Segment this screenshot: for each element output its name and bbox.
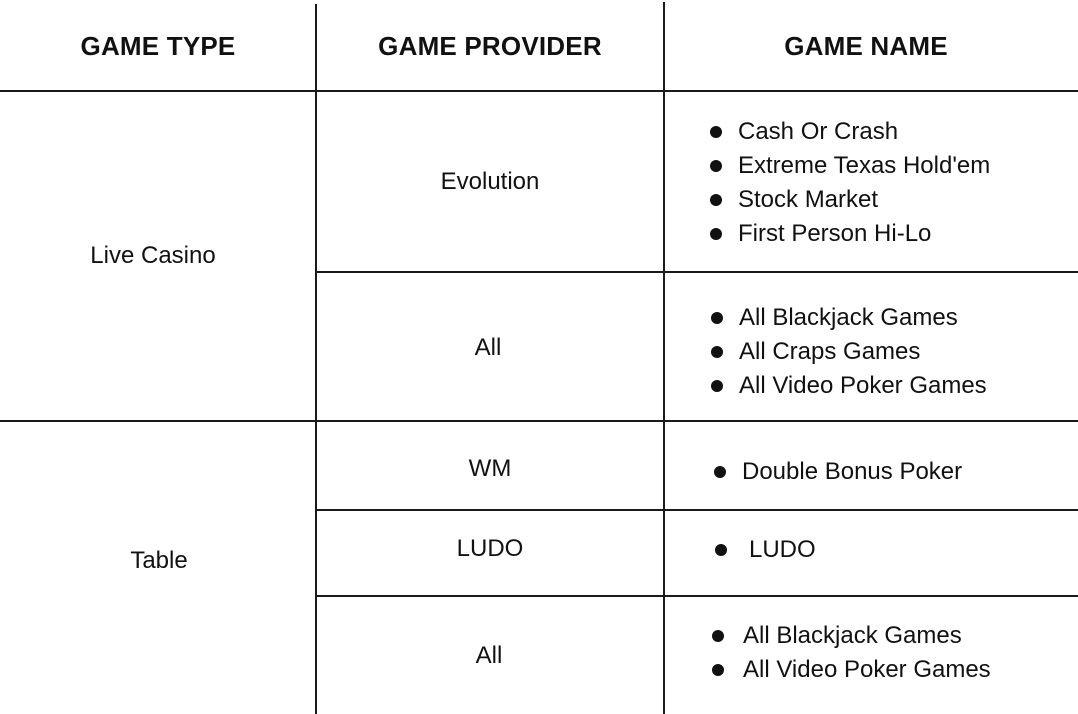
game-type-cell-live-casino: Live Casino [90, 242, 216, 269]
bullet-icon [710, 228, 722, 240]
provider-cell-evolution: Evolution [440, 167, 540, 195]
header-game-name: GAME NAME [784, 30, 948, 61]
game-list-all-table [712, 619, 991, 687]
bullet-icon [712, 630, 724, 642]
bullet-icon [710, 194, 722, 206]
list-item [714, 455, 962, 489]
list-item [710, 115, 990, 149]
provider-cell-ludo: LUDO [456, 535, 524, 562]
game-list-evolution [710, 115, 990, 251]
game-name: All Video Poker Games [739, 372, 987, 399]
game-name: All Blackjack Games [743, 622, 962, 649]
game-list-wm [714, 455, 962, 489]
game-name: Stock Market [738, 186, 879, 213]
game-name: All Craps Games [739, 338, 921, 365]
provider-cell-all-live: All [474, 333, 502, 361]
bullet-icon [711, 346, 723, 358]
provider-cell-all-table: All [475, 641, 503, 669]
bullet-icon [711, 380, 723, 392]
game-list-ludo [715, 533, 816, 567]
list-item [711, 335, 987, 369]
game-name: Cash Or Crash [738, 118, 899, 145]
bullet-icon [710, 126, 722, 138]
list-item [712, 619, 991, 653]
list-item [711, 369, 987, 403]
list-item [712, 653, 991, 687]
bullet-icon [711, 312, 723, 324]
bullet-icon [714, 466, 726, 478]
game-name: Extreme Texas Hold'em [738, 152, 991, 179]
game-name: All Video Poker Games [743, 656, 991, 683]
game-name: LUDO [749, 536, 816, 563]
list-item [710, 183, 990, 217]
game-name: Double Bonus Poker [742, 458, 963, 485]
list-item [710, 149, 990, 183]
bullet-icon [715, 544, 727, 556]
game-name: First Person Hi-Lo [738, 220, 932, 247]
provider-cell-wm: WM [468, 455, 512, 482]
game-list-all-live [711, 301, 987, 403]
game-type-cell-table: Table [130, 547, 188, 574]
bullet-icon [710, 160, 722, 172]
bullet-icon [712, 664, 724, 676]
list-item [711, 301, 987, 335]
header-game-type: GAME TYPE [80, 30, 236, 61]
list-item [715, 533, 816, 567]
list-item [710, 217, 990, 251]
header-game-provider: GAME PROVIDER [378, 30, 602, 61]
game-name: All Blackjack Games [739, 304, 958, 331]
